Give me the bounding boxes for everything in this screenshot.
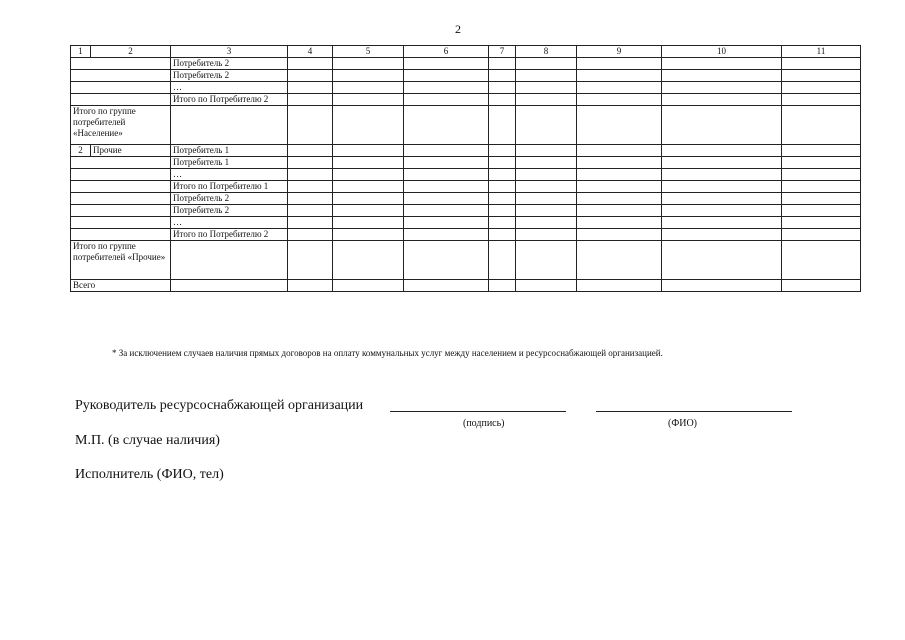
executor-label: Исполнитель (ФИО, тел) <box>75 467 224 482</box>
grand-total-row <box>71 280 861 292</box>
table-row <box>71 181 861 193</box>
group-total-label: Итого по группе потребителей «Население» <box>71 106 171 145</box>
table-row <box>71 82 861 94</box>
group-name: Прочие <box>91 145 171 157</box>
table-row <box>71 145 861 157</box>
table-row <box>71 169 861 181</box>
consumer-cell: Потребитель 1 <box>171 157 288 169</box>
signature-label: Руководитель ресурсоснабжающей организации <box>75 398 364 413</box>
table-row <box>71 229 861 241</box>
signature-line <box>390 411 566 412</box>
table-row <box>71 217 861 229</box>
footnote: * За исключением случаев наличия прямых договоров на оплату коммунальных услуг между населением и ресурсоснабжающей организацией. <box>112 348 663 358</box>
header-cell: 4 <box>288 46 333 58</box>
signature-caption: (подпись) <box>463 418 505 429</box>
consumer-cell: … <box>171 217 288 229</box>
table-row <box>71 70 861 82</box>
header-cell: 10 <box>662 46 782 58</box>
header-cell: 5 <box>333 46 404 58</box>
name-caption: (ФИО) <box>668 418 698 429</box>
table-row <box>71 157 861 169</box>
consumer-cell: Потребитель 1 <box>171 145 288 157</box>
header-cell: 8 <box>516 46 577 58</box>
consumer-cell: … <box>171 169 288 181</box>
header-cell: 7 <box>489 46 516 58</box>
consumer-cell: Потребитель 2 <box>171 205 288 217</box>
table-row <box>71 58 861 70</box>
header-cell: 1 <box>71 46 91 58</box>
table-row <box>71 205 861 217</box>
grand-total-label: Всего <box>71 280 171 292</box>
table-row <box>71 94 861 106</box>
header-cell: 6 <box>404 46 489 58</box>
consumer-cell: … <box>171 82 288 94</box>
page-number: 2 <box>455 22 461 36</box>
consumer-total-cell: Итого по Потребителю 2 <box>171 229 288 241</box>
consumer-cell: Потребитель 2 <box>171 70 288 82</box>
table-row <box>71 193 861 205</box>
header-cell: 11 <box>782 46 861 58</box>
consumer-total-cell: Итого по Потребителю 1 <box>171 181 288 193</box>
group-total-label: Итого по группе потребителей «Прочие» <box>71 241 171 280</box>
consumer-cell: Потребитель 2 <box>171 193 288 205</box>
header-cell: 3 <box>171 46 288 58</box>
header-cell: 2 <box>91 46 171 58</box>
header-cell: 9 <box>577 46 662 58</box>
consumer-total-cell: Итого по Потребителю 2 <box>171 94 288 106</box>
table-header-row <box>71 46 861 58</box>
report-table <box>70 45 861 292</box>
consumer-cell: Потребитель 2 <box>171 58 288 70</box>
group-total-row <box>71 241 861 280</box>
name-line <box>596 411 792 412</box>
stamp-label: М.П. (в случае наличия) <box>75 433 220 448</box>
group-total-row <box>71 106 861 145</box>
group-number: 2 <box>71 145 91 157</box>
